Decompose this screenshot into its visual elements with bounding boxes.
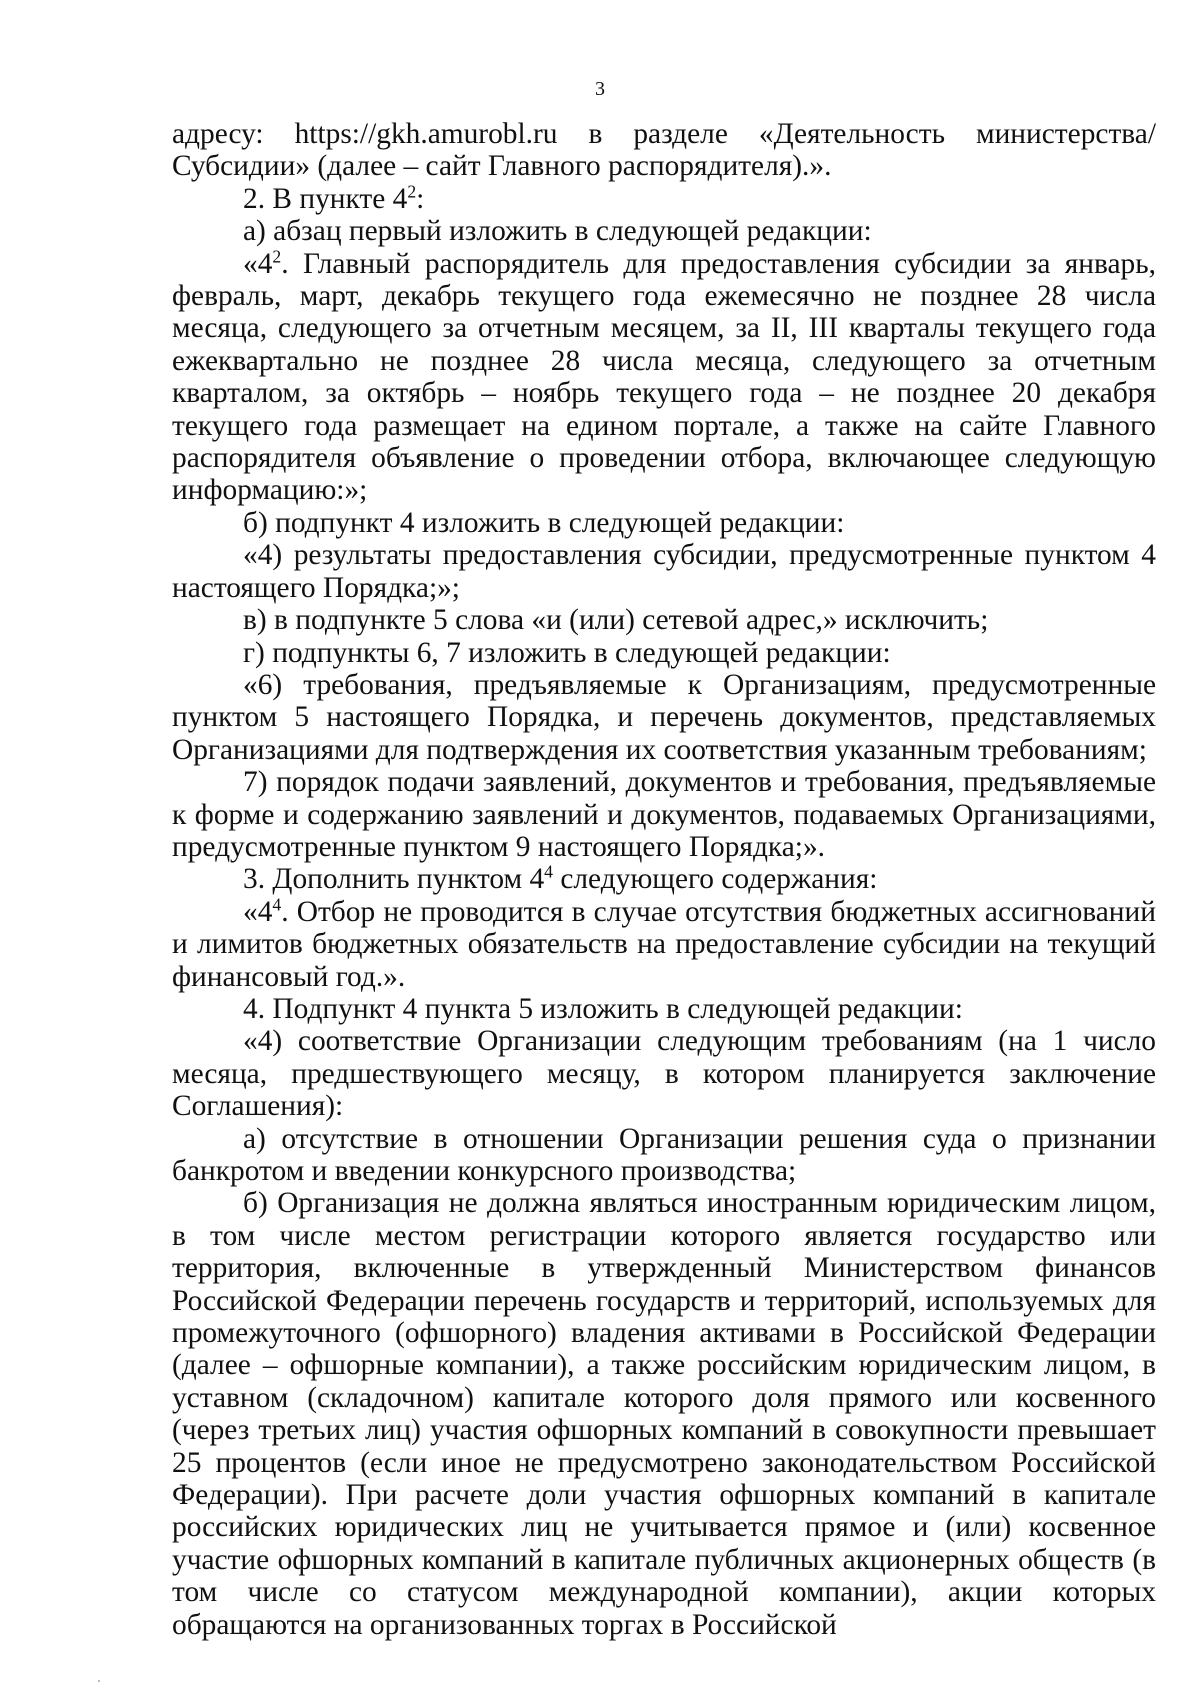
paragraph-5: б) подпункт 4 изложить в следующей редакции: [243,506,845,539]
paragraph-13: 4. Подпункт 4 пункта 5 изложить в следующей редакции: [243,992,963,1025]
paragraph-1: адресу: https://gkh.amurobl.ru в разделе «Деятельность министерства/Субсидии» (далее – сайт Главного распорядителя).». [172,118,1156,183]
scan-artifact [98,1680,100,1682]
paragraph-4: «$4^2$. Главный распорядитель для предоставления субсидии за январь, февраль, март, декабрь текущего года ежемесячно не позднее 28 числа месяца, следующего за отчетным месяцем, за II, III кварталы текущего года ежеквартально не позднее 28 числа месяца, следующего за отчетным кварталом, за октябрь – ноябрь текущего года – не позднее 20 декабря текущего года размещает на едином портале, а также на сайте Главного распорядителя объявление о проведении отбора, включающее следующую информацию:»; [172,246,1156,507]
paragraph-15: а) отсутствие в отношении Организации решения суда о признании банкротом и введении конкурсного производства; [172,1122,1156,1187]
paragraph-11: 3. Дополнить пунктом $4^4$ следующего содержания: [243,861,878,896]
paragraph-16: б) Организация не должна являться иностранным юридическим лицом, в том числе местом регистрации которого является государство или территория, включенные в утвержденный Министерством финансов Российской Федерации перечень государств и территорий, используемых для промежуточного (офшорного) владения активами в Российской Федерации (далее – офшорные компании), а также российским юридическим лицом, в уставном (складочном) капитале которого доля прямого или косвенного (через третьих лиц) участия офшорных компаний в совокупности превышает 25 процентов (если иное не предусмотрено законодательством Российской Федерации). При расчете доли участия офшорных компаний в капитале российских юридических лиц не учитывается прямое и (или) косвенное участие офшорных компаний в капитале публичных акционерных обществ (в том числе со статусом международной компании), акции которых обращаются на организованных торгах в Российской [172,1187,1156,1641]
document-body [172,118,1156,1641]
paragraph-3: а) абзац первый изложить в следующей редакции: [243,215,872,248]
paragraph-7: в) в подпункте 5 слова «и (или) сетевой адрес,» исключить; [243,604,989,637]
paragraph-14: «4) соответствие Организации следующим требованиям (на 1 число месяца, предшествующего месяцу, в котором планируется заключение Соглашения): [172,1025,1156,1123]
paragraph-2: 2. В пункте $4^2$: [243,181,425,215]
page-number: 3 [595,78,605,100]
paragraph-9: «6) требования, предъявляемые к Организациям, предусмотренные пунктом 5 настоящего Порядка, и перечень документов, представляемых Организациями для подтверждения их соответствия указанным требованиям; [172,668,1156,766]
paragraph-10: 7) порядок подачи заявлений, документов и требования, предъявляемые к форме и содержанию заявлений и документов, подаваемых Организациями, предусмотренные пунктом 9 настоящего Порядка;». [172,766,1156,863]
paragraph-6: «4) результаты предоставления субсидии, предусмотренные пунктом 4 настоящего Порядка;»; [172,539,1156,604]
paragraph-8: г) подпункты 6, 7 изложить в следующей редакции: [243,636,891,669]
paragraph-12: «$4^4$. Отбор не проводится в случае отсутствия бюджетных ассигнований и лимитов бюджетных обязательств на предоставление субсидии на текущий финансовый год.». [172,894,1156,993]
